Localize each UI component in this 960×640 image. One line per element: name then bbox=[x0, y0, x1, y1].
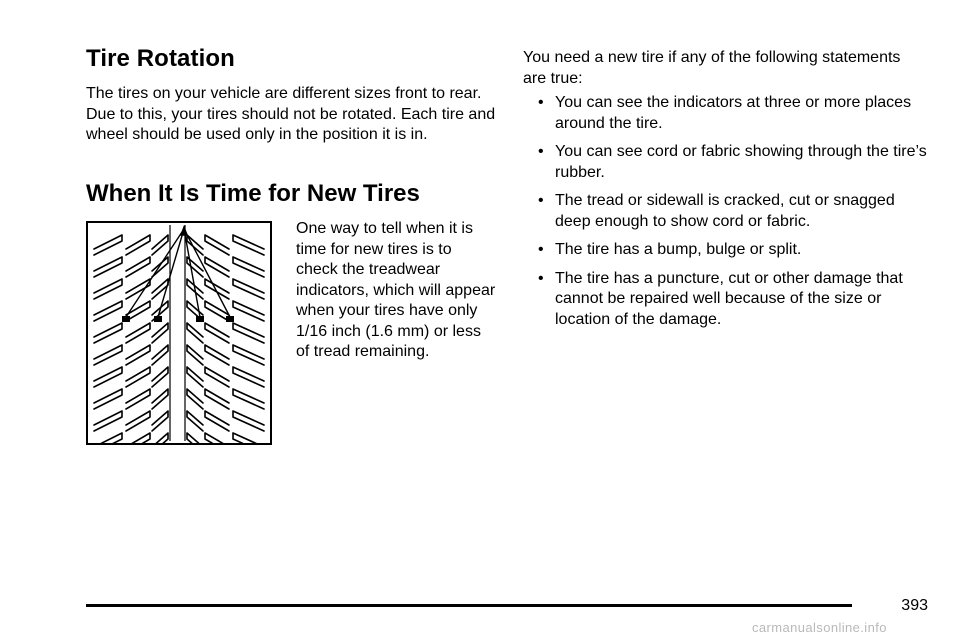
list-item bbox=[538, 269, 933, 331]
list-item-text: The tire has a bump, bulge or split. bbox=[555, 241, 802, 258]
list-item-text: You can see cord or fabric showing through the tire’s rubber. bbox=[555, 143, 927, 181]
list-item bbox=[538, 240, 933, 261]
bullet-icon: • bbox=[538, 143, 544, 160]
footer-rule bbox=[86, 604, 852, 607]
tire-rotation-heading: Tire Rotation bbox=[86, 45, 235, 72]
list-item bbox=[538, 142, 933, 183]
page-number: 393 bbox=[901, 597, 928, 614]
tire-tread-illustration bbox=[86, 221, 272, 445]
list-item-text: The tire has a puncture, cut or other damage that cannot be repaired well because of the size or location of the damage. bbox=[555, 269, 903, 328]
list-item-text: The tread or sidewall is cracked, cut or snagged deep enough to show cord or fabric. bbox=[555, 192, 895, 230]
site-watermark: carmanualsonline.info bbox=[752, 620, 887, 635]
bullet-icon: • bbox=[538, 192, 544, 209]
new-tires-heading: When It Is Time for New Tires bbox=[86, 180, 420, 207]
bullet-icon: • bbox=[538, 94, 544, 111]
list-item bbox=[538, 93, 933, 134]
list-item bbox=[538, 191, 933, 232]
bullet-icon: • bbox=[538, 241, 544, 258]
tire-tread-wear-indicator-icon bbox=[86, 221, 272, 445]
new-tire-conditions-list bbox=[538, 93, 933, 338]
tire-rotation-paragraph: The tires on your vehicle are different sizes front to rear. Due to this, your tires should not be rotated. Each tire and wheel should be used only in the position it is in. bbox=[86, 85, 496, 143]
treadwear-indicator-paragraph: One way to tell when it is time for new tires is to check the treadwear indicators, which will appear when your tires have only 1/16 inch (1.6 mm) or less of tread remaining. bbox=[296, 220, 496, 360]
list-item-text: You can see the indicators at three or more places around the tire. bbox=[555, 94, 912, 132]
new-tire-intro-paragraph: You need a new tire if any of the following statements are true: bbox=[523, 49, 901, 87]
bullet-icon: • bbox=[538, 269, 544, 287]
